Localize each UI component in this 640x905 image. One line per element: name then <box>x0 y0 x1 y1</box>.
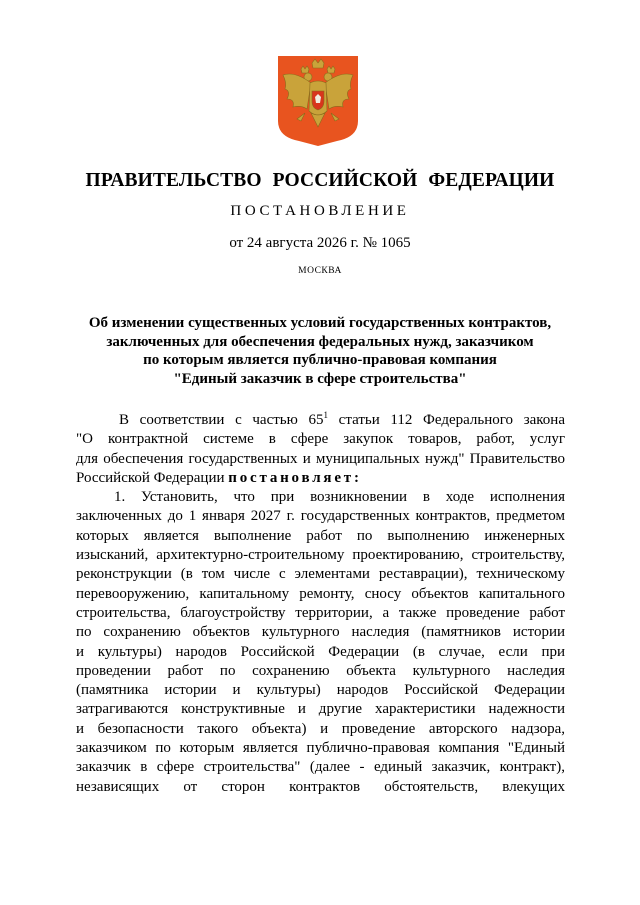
body-line: 1. Установить, что при возникновении в ходе исполнения <box>114 489 565 506</box>
body-line: затрагиваются конструктивные и другие характеристики надежности <box>76 701 565 718</box>
government-name: ПРАВИТЕЛЬСТВО РОССИЙСКОЙ ФЕДЕРАЦИИ <box>85 170 555 191</box>
body-line: по сохранению объектов культурного наследия (памятников истории <box>76 624 565 641</box>
body-line: независящих от сторон контрактов обстоятельств, влекущих <box>76 778 565 795</box>
document-body <box>76 411 565 797</box>
body-line: перевооружению, капитальному ремонту, сносу объектов капитального <box>76 585 565 602</box>
body-line: и культуры) народов Российской Федерации (в случае, если при <box>76 643 565 660</box>
title-line: по которым является публично-правовая компания <box>143 352 497 368</box>
date-and-number: от 24 августа 2026 г. № 1065 <box>229 235 411 251</box>
body-line: заказчиком по которым является публично-правовая компания "Единый <box>76 740 565 757</box>
body-line: В соответствии с частью $65^1$ статьи 112 Федерального закона <box>119 410 565 428</box>
body-line: реконструкции (в том числе с элементами реставрации), техническому <box>76 566 565 583</box>
body-line: "О контрактной системе в сфере закупок товаров, работ, услуг <box>76 431 565 448</box>
city: МОСКВА <box>298 266 342 276</box>
body-line: заказчик в сфере строительства" (далее - единый заказчик, контракт), <box>76 759 565 776</box>
body-line: заключенных до 1 января 2027 г. государственных контрактов, предметом <box>76 508 565 525</box>
body-line: изысканий, архитектурно-строительному проектированию, строительству, <box>76 547 565 564</box>
coat-of-arms-emblem <box>277 55 359 147</box>
body-line: строительства, благоустройству территории, а также проведение работ <box>76 604 565 621</box>
document-title <box>60 314 580 388</box>
body-line: для обеспечения государственных и муниципальных нужд" Правительство <box>76 450 565 467</box>
body-line: проведении работ по сохранению объекта культурного наследия <box>76 662 565 679</box>
document-type: ПОСТАНОВЛЕНИЕ <box>230 203 410 219</box>
title-line: "Единый заказчик в сфере строительства" <box>173 370 467 387</box>
resolves-word: постановляет: <box>228 469 362 486</box>
title-line: заключенных для обеспечения федеральных нужд, заказчиком <box>106 333 534 350</box>
body-line: и безопасности такого объекта) и проведение авторского надзора, <box>76 720 565 737</box>
body-line: Российской Федерации постановляет: <box>76 469 362 486</box>
body-line: (памятника истории и культуры) народов Российской Федерации <box>76 682 565 699</box>
body-line: которых является выполнение работ по выполнению инженерных <box>76 527 565 544</box>
superscript: 1 <box>323 410 329 420</box>
title-line: Об изменении существенных условий государственных контрактов, <box>88 315 552 331</box>
